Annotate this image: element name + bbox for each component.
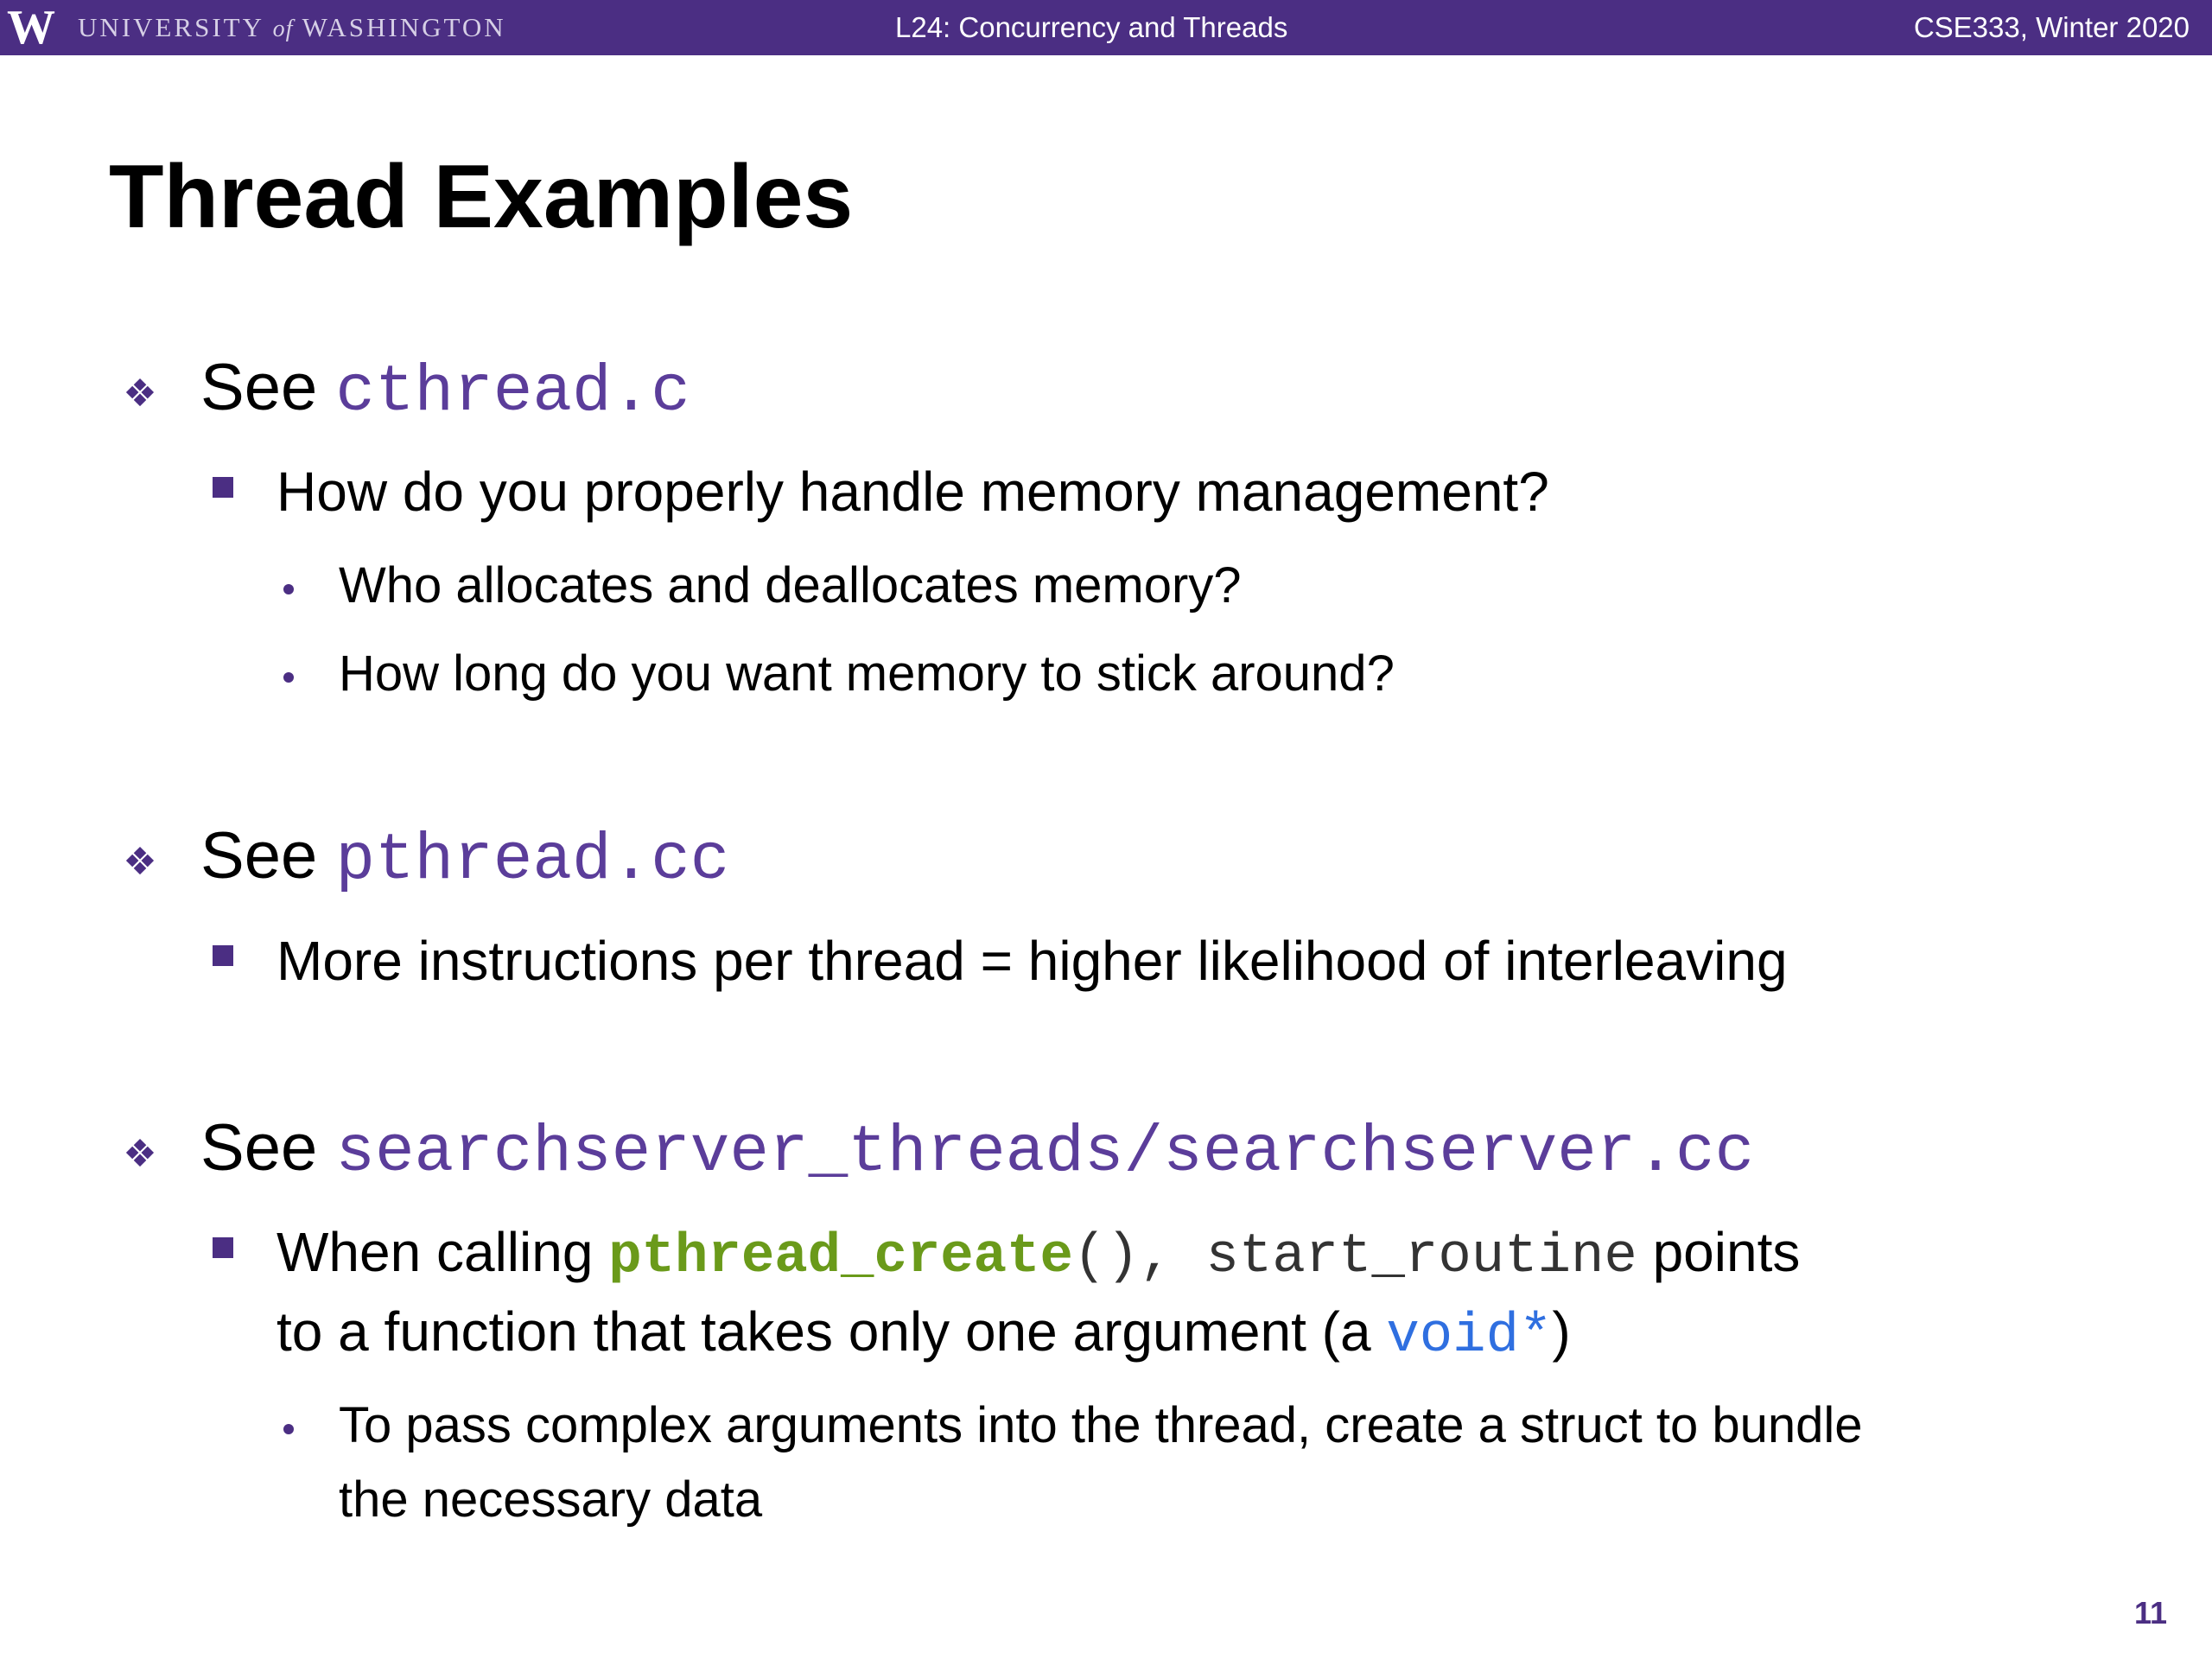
text-segment: When calling [276, 1221, 609, 1283]
diamond-bullet-icon: ❖ [123, 1133, 157, 1175]
bullet-prefix: See [200, 1111, 336, 1185]
page-number: 11 [2133, 1595, 2167, 1630]
bullet-who-allocates: Who allocates and deallocates memory? [339, 557, 1242, 613]
university-name-left: UNIVERSITY [78, 12, 264, 42]
text-segment: to a function that takes only one argument (a [276, 1300, 1387, 1363]
bullet-how-long: How long do you want memory to stick around? [339, 645, 1395, 702]
bullet-struct-line1: To pass complex arguments into the thread, create a struct to bundle [339, 1397, 1863, 1453]
lecture-title: L24: Concurrency and Threads [895, 11, 1288, 43]
bullet-more-instructions: More instructions per thread = higher likelihood of interleaving [276, 930, 1788, 992]
dot-bullet-icon [283, 584, 294, 594]
code-filename: cthread.c [335, 355, 690, 429]
square-bullet-icon [213, 1237, 233, 1258]
dot-bullet-icon [283, 672, 294, 683]
course-name: CSE333, Winter 2020 [1913, 11, 2190, 43]
university-name-right: WASHINGTON [302, 12, 506, 42]
university-name-of: of [272, 16, 294, 42]
diamond-bullet-icon: ❖ [123, 841, 157, 883]
code-filename: pthread.cc [335, 823, 730, 898]
code-type: void* [1386, 1306, 1553, 1368]
slide-title: Thread Examples [109, 147, 854, 247]
university-name [78, 12, 506, 45]
header-bar [0, 0, 2212, 55]
bullet-see-pthread [200, 818, 729, 899]
square-bullet-icon [213, 477, 233, 498]
text-segment: points [1637, 1221, 1801, 1283]
bullet-prefix: See [200, 351, 336, 424]
bullet-see-cthread [200, 350, 690, 430]
bullet-prefix: See [200, 819, 336, 893]
bullet-pthread-create-line2 [276, 1300, 1571, 1370]
bullet-pthread-create-line1 [276, 1221, 1800, 1290]
text-segment: ) [1552, 1300, 1571, 1363]
code-filename: searchserver_threads/searchserver.cc [335, 1116, 1755, 1190]
bullet-memory-management: How do you properly handle memory management? [276, 461, 1549, 523]
uw-logo-w: W [7, 1, 55, 54]
code-argument: start_routine [1205, 1226, 1637, 1288]
code-function-name: pthread_create [608, 1226, 1073, 1288]
diamond-bullet-icon: ❖ [123, 372, 157, 415]
code-parens: (), [1072, 1226, 1206, 1288]
dot-bullet-icon [283, 1424, 294, 1434]
square-bullet-icon [213, 945, 233, 966]
bullet-see-searchserver [200, 1110, 1754, 1191]
bullet-struct-line2: the necessary data [339, 1471, 763, 1528]
